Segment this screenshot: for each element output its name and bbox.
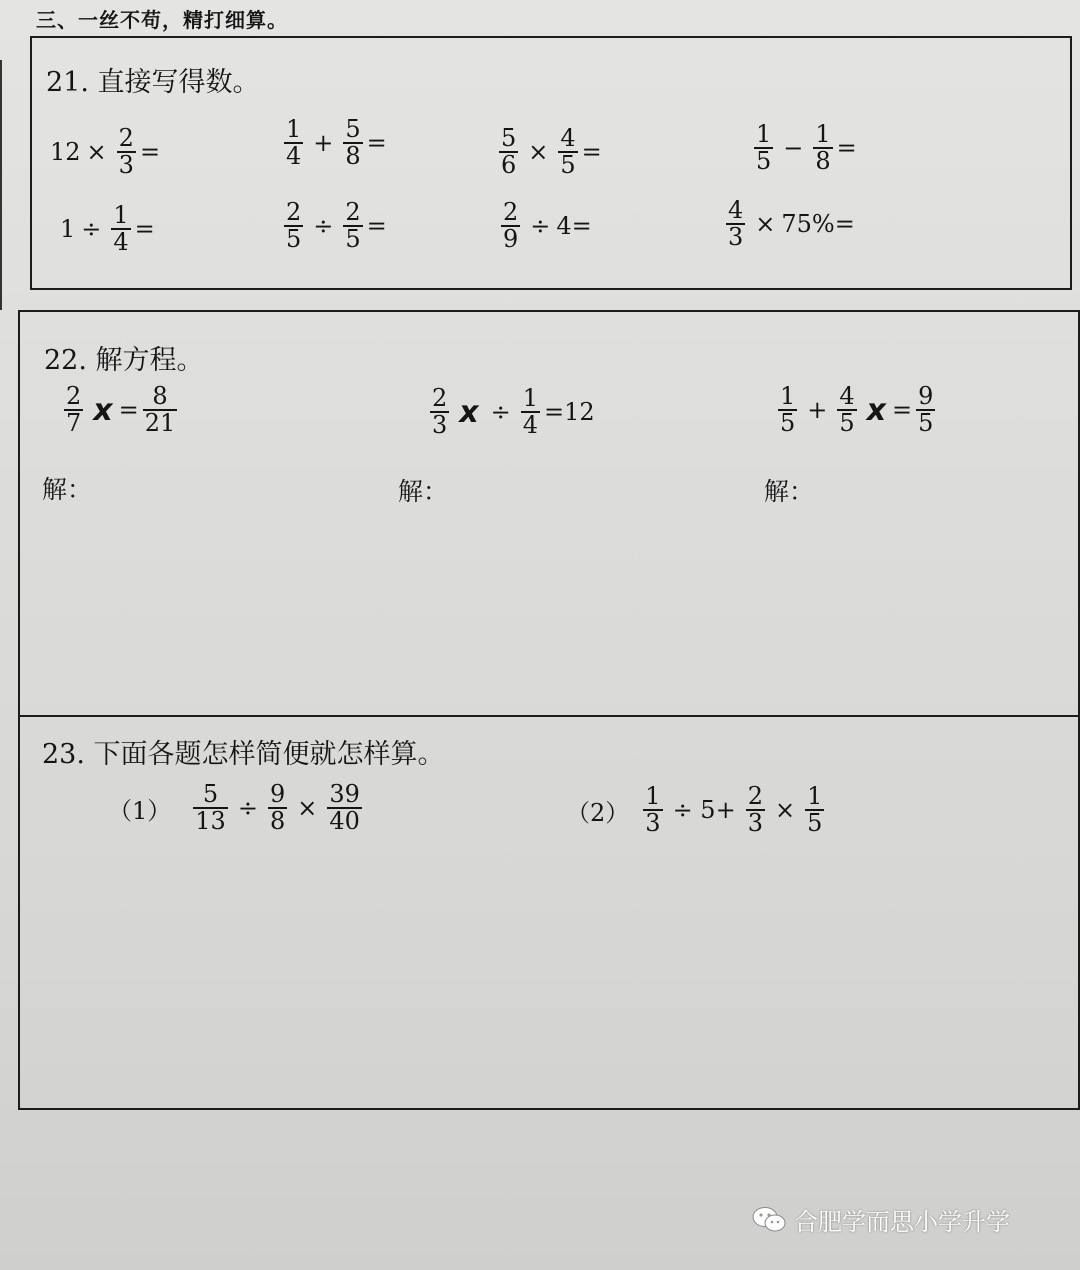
q21-item-2 [280, 117, 387, 169]
equals: = [836, 134, 857, 163]
fraction: $\frac{39}{40}$ [329, 780, 360, 836]
q22-equation-1 [60, 384, 181, 436]
operator: ÷ 5+ [672, 796, 736, 825]
right-hand-side: =12 [544, 398, 595, 427]
equals: = [118, 396, 139, 425]
operator: × [774, 796, 796, 825]
q21-item-8 [722, 198, 855, 250]
fraction: $\frac{2}{3}$ [432, 384, 448, 440]
fraction: $\frac{1}{4}$ [286, 115, 302, 171]
fraction: $\frac{2}{3}$ [118, 124, 134, 180]
watermark-text: 合肥学而思小学升学 [794, 1208, 1010, 1236]
equals: = [366, 212, 387, 241]
fraction: $\frac{5}{8}$ [345, 115, 361, 171]
fraction: $\frac{4}{3}$ [728, 196, 744, 252]
fraction: $\frac{1}{4}$ [522, 384, 539, 440]
fraction: $\frac{1}{3}$ [645, 782, 661, 838]
number: 4 [556, 212, 572, 241]
variable-x: x [459, 394, 479, 430]
operator: − [783, 134, 804, 163]
variable-x: x [866, 392, 887, 428]
number: 12 [50, 138, 81, 167]
fraction: $\frac{9}{5}$ [918, 382, 934, 438]
fraction: $\frac{2}{5}$ [345, 198, 361, 254]
operator: ÷ [313, 212, 334, 241]
fraction: $\frac{2}{5}$ [286, 198, 302, 254]
operator: ÷ [530, 212, 551, 241]
fraction: $\frac{2}{3}$ [747, 782, 763, 838]
solve-label-3: 解： [764, 477, 815, 506]
equals: = [892, 396, 913, 425]
q21-item-4 [750, 122, 857, 174]
q21-item-7 [497, 200, 592, 252]
fraction: $\frac{4}{5}$ [560, 124, 576, 180]
problem-number: （2） [566, 798, 630, 827]
solve-label-2: 解： [398, 477, 449, 506]
equals: = [571, 212, 592, 241]
watermark [752, 1202, 1010, 1237]
variable-x: x [93, 392, 113, 428]
operator: + [807, 396, 828, 425]
equals: = [134, 215, 155, 244]
operator: × [297, 794, 318, 823]
equals: = [139, 138, 161, 167]
operator: ÷ [81, 215, 102, 244]
section-title: 三、一丝不苟，精打细算。 [36, 8, 288, 32]
equals: = [834, 210, 855, 239]
fraction: $\frac{9}{8}$ [269, 780, 286, 836]
q22-equation-2 [426, 386, 595, 438]
operator: ÷ [490, 398, 511, 427]
q21-item-3 [495, 126, 602, 178]
operator: + [313, 129, 334, 158]
fraction: $\frac{1}{5}$ [756, 120, 772, 176]
q22-equation-3 [774, 384, 939, 436]
section-divider [18, 715, 1078, 717]
q22-label: 22. 解方程。 [44, 345, 204, 376]
fraction: $\frac{1}{5}$ [780, 382, 796, 438]
fraction: $\frac{2}{9}$ [503, 198, 519, 254]
operator: × [755, 210, 776, 239]
fraction: $\frac{8}{21}$ [144, 382, 176, 438]
wechat-icon [752, 1206, 786, 1234]
fraction: $\frac{5}{6}$ [501, 124, 517, 180]
q21-label: 21. 直接写得数。 [46, 67, 260, 98]
operator: × [86, 138, 107, 167]
operator: ÷ [237, 794, 258, 823]
q21-item-6 [280, 200, 387, 252]
fraction: $\frac{4}{5}$ [839, 382, 855, 438]
fraction: $\frac{5}{13}$ [195, 780, 226, 836]
fraction: $\frac{1}{4}$ [113, 201, 129, 257]
number: 75% [781, 210, 835, 239]
q23-problem-2 [566, 784, 828, 836]
fraction: $\frac{1}{8}$ [815, 120, 831, 176]
solve-label-1: 解： [42, 475, 93, 504]
q21-item-1 [50, 126, 160, 178]
equals: = [581, 138, 602, 167]
operator: × [528, 138, 549, 167]
q23-label: 23. 下面各题怎样简便就怎样算。 [42, 739, 445, 770]
problem-number: （1） [108, 796, 172, 825]
q23-problem-1 [108, 782, 366, 834]
fraction: $\frac{2}{7}$ [66, 382, 82, 438]
fraction: $\frac{1}{5}$ [807, 782, 823, 838]
number: 1 [60, 215, 76, 244]
page-edge-line [0, 60, 2, 310]
equals: = [366, 129, 387, 158]
q21-item-5 [60, 203, 155, 255]
